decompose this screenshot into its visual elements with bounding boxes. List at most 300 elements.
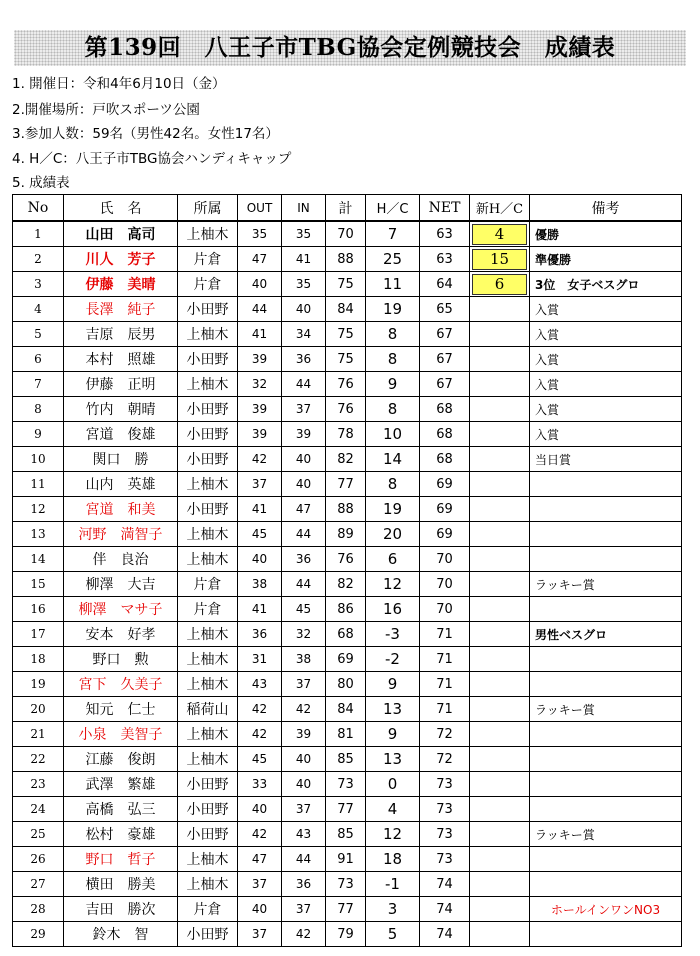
cell-in: 34 [282,322,326,347]
cell-in: 42 [282,697,326,722]
table-row [13,297,682,322]
cell-in: 44 [282,522,326,547]
cell-note [530,547,682,572]
cell-no: 16 [13,597,64,622]
table-row [13,422,682,447]
cell-name: 松村 豪雄 [64,822,178,847]
header-no: No [13,195,64,222]
cell-in: 40 [282,297,326,322]
table-row [13,647,682,672]
cell-in: 37 [282,397,326,422]
cell-new-hc [470,572,530,597]
cell-total: 91 [326,847,366,872]
cell-total: 76 [326,372,366,397]
cell-note [530,747,682,772]
cell-club: 片倉 [178,247,238,272]
cell-club: 小田野 [178,822,238,847]
cell-net: 72 [420,747,470,772]
header-note: 備考 [530,195,682,222]
cell-hc: 20 [366,522,420,547]
cell-total: 73 [326,872,366,897]
cell-hc: 16 [366,597,420,622]
cell-club: 小田野 [178,297,238,322]
cell-in: 37 [282,797,326,822]
cell-note: ホールインワンNO3 [530,897,682,922]
cell-name: 武澤 繁雄 [64,772,178,797]
cell-net: 69 [420,497,470,522]
info-date: 1. 開催日：令和4年6月10日（金） [12,76,226,92]
cell-net: 70 [420,547,470,572]
new-handicap-badge: 6 [472,274,527,295]
header-total: 計 [326,195,366,222]
cell-name: 山田 高司 [64,221,178,247]
cell-net: 70 [420,597,470,622]
cell-total: 73 [326,772,366,797]
header-club: 所属 [178,195,238,222]
cell-name: 河野 満智子 [64,522,178,547]
cell-name: 伊藤 美晴 [64,272,178,297]
cell-out: 44 [238,297,282,322]
cell-club: 片倉 [178,897,238,922]
cell-in: 45 [282,597,326,622]
cell-no: 9 [13,422,64,447]
cell-net: 69 [420,522,470,547]
cell-note [530,472,682,497]
table-row [13,622,682,647]
cell-total: 86 [326,597,366,622]
table-row [13,397,682,422]
cell-note: 入賞 [530,372,682,397]
cell-no: 11 [13,472,64,497]
cell-no: 2 [13,247,64,272]
cell-in: 40 [282,772,326,797]
cell-name: 吉原 辰男 [64,322,178,347]
cell-net: 74 [420,872,470,897]
table-row [13,572,682,597]
cell-out: 47 [238,247,282,272]
table-row [13,547,682,572]
cell-total: 88 [326,247,366,272]
cell-net: 63 [420,221,470,247]
results-table [12,194,682,947]
cell-club: 上柚木 [178,647,238,672]
page-title: 第139回 八王子市TBG協会定例競技会 成績表 [84,34,616,61]
cell-club: 上柚木 [178,547,238,572]
cell-total: 85 [326,822,366,847]
cell-note [530,922,682,947]
cell-in: 40 [282,472,326,497]
cell-name: 宮道 俊雄 [64,422,178,447]
cell-in: 35 [282,272,326,297]
cell-name: 柳澤 マサ子 [64,597,178,622]
cell-hc: 9 [366,672,420,697]
cell-note [530,722,682,747]
cell-name: 江藤 俊朗 [64,747,178,772]
info-handicap: 4. H／C：八王子市TBG協会ハンディキャップ [12,151,292,167]
cell-total: 85 [326,747,366,772]
cell-name: 吉田 勝次 [64,897,178,922]
cell-no: 19 [13,672,64,697]
cell-net: 68 [420,447,470,472]
cell-note: 入賞 [530,397,682,422]
table-row [13,847,682,872]
cell-out: 42 [238,697,282,722]
cell-new-hc [470,897,530,922]
cell-name: 高橋 弘三 [64,797,178,822]
cell-net: 73 [420,822,470,847]
cell-out: 39 [238,397,282,422]
cell-in: 32 [282,622,326,647]
cell-out: 47 [238,847,282,872]
cell-out: 45 [238,747,282,772]
cell-no: 15 [13,572,64,597]
header-net: NET [420,195,470,222]
cell-out: 40 [238,272,282,297]
cell-new-hc [470,722,530,747]
header-new-hc: 新H／C [470,195,530,222]
cell-name: 伊藤 正明 [64,372,178,397]
cell-no: 27 [13,872,64,897]
cell-out: 32 [238,372,282,397]
cell-name: 安本 好孝 [64,622,178,647]
table-row [13,797,682,822]
cell-net: 68 [420,397,470,422]
cell-new-hc [470,672,530,697]
cell-no: 7 [13,372,64,397]
cell-note [530,847,682,872]
cell-hc: 19 [366,497,420,522]
cell-new-hc [470,547,530,572]
cell-hc: 0 [366,772,420,797]
cell-club: 上柚木 [178,747,238,772]
cell-hc: 8 [366,397,420,422]
cell-net: 73 [420,797,470,822]
cell-hc: 7 [366,221,420,247]
cell-net: 71 [420,672,470,697]
cell-hc: 13 [366,697,420,722]
cell-total: 76 [326,547,366,572]
cell-hc: -3 [366,622,420,647]
cell-hc: 12 [366,572,420,597]
cell-name: 関口 勝 [64,447,178,472]
cell-name: 川人 芳子 [64,247,178,272]
cell-net: 67 [420,372,470,397]
cell-club: 上柚木 [178,847,238,872]
cell-in: 43 [282,822,326,847]
cell-in: 40 [282,747,326,772]
cell-new-hc [470,347,530,372]
cell-net: 70 [420,572,470,597]
cell-total: 88 [326,497,366,522]
cell-out: 38 [238,572,282,597]
table-row [13,372,682,397]
cell-name: 宮道 和美 [64,497,178,522]
cell-new-hc [470,397,530,422]
cell-note [530,872,682,897]
cell-no: 21 [13,722,64,747]
cell-no: 24 [13,797,64,822]
cell-total: 70 [326,221,366,247]
table-row [13,247,682,272]
table-row [13,722,682,747]
cell-club: 片倉 [178,572,238,597]
cell-note [530,497,682,522]
cell-out: 42 [238,822,282,847]
cell-total: 76 [326,397,366,422]
cell-club: 上柚木 [178,322,238,347]
cell-total: 68 [326,622,366,647]
cell-out: 42 [238,722,282,747]
header-in: IN [282,195,326,222]
cell-note [530,522,682,547]
cell-in: 44 [282,372,326,397]
cell-name: 小泉 美智子 [64,722,178,747]
cell-name: 知元 仁士 [64,697,178,722]
cell-net: 67 [420,347,470,372]
cell-in: 39 [282,422,326,447]
cell-name: 山内 英雄 [64,472,178,497]
table-row [13,872,682,897]
cell-note: 準優勝 [530,247,682,272]
cell-no: 6 [13,347,64,372]
table-row [13,322,682,347]
cell-hc: 18 [366,847,420,872]
table-row [13,497,682,522]
cell-club: 片倉 [178,272,238,297]
table-row [13,922,682,947]
cell-name: 野口 勲 [64,647,178,672]
cell-new-hc [470,297,530,322]
cell-hc: 11 [366,272,420,297]
cell-note: 入賞 [530,322,682,347]
cell-hc: 9 [366,372,420,397]
cell-net: 72 [420,722,470,747]
cell-in: 44 [282,847,326,872]
cell-new-hc [470,272,530,297]
cell-new-hc [470,472,530,497]
cell-in: 36 [282,872,326,897]
cell-hc: 12 [366,822,420,847]
cell-club: 小田野 [178,497,238,522]
cell-net: 71 [420,622,470,647]
cell-total: 75 [326,272,366,297]
cell-note: ラッキー賞 [530,697,682,722]
cell-club: 上柚木 [178,372,238,397]
cell-in: 39 [282,722,326,747]
table-row [13,747,682,772]
cell-out: 42 [238,447,282,472]
cell-no: 18 [13,647,64,672]
cell-note: 入賞 [530,422,682,447]
cell-new-hc [470,772,530,797]
cell-no: 1 [13,221,64,247]
cell-out: 40 [238,797,282,822]
cell-net: 65 [420,297,470,322]
cell-name: 宮下 久美子 [64,672,178,697]
cell-out: 37 [238,922,282,947]
cell-net: 67 [420,322,470,347]
cell-club: 上柚木 [178,622,238,647]
cell-total: 75 [326,347,366,372]
cell-note: 入賞 [530,297,682,322]
cell-club: 上柚木 [178,221,238,247]
cell-hc: 5 [366,922,420,947]
cell-hc: 3 [366,897,420,922]
cell-note [530,672,682,697]
cell-new-hc [470,647,530,672]
cell-in: 35 [282,221,326,247]
cell-new-hc [470,847,530,872]
cell-out: 41 [238,597,282,622]
cell-net: 63 [420,247,470,272]
cell-club: 小田野 [178,772,238,797]
cell-hc: 8 [366,322,420,347]
table-row [13,772,682,797]
cell-no: 29 [13,922,64,947]
cell-club: 小田野 [178,347,238,372]
cell-name: 本村 照雄 [64,347,178,372]
cell-name: 伴 良治 [64,547,178,572]
cell-in: 47 [282,497,326,522]
cell-new-hc [470,622,530,647]
cell-new-hc [470,797,530,822]
cell-total: 77 [326,897,366,922]
cell-total: 78 [326,422,366,447]
cell-new-hc [470,872,530,897]
cell-no: 25 [13,822,64,847]
cell-out: 40 [238,897,282,922]
cell-out: 31 [238,647,282,672]
cell-out: 33 [238,772,282,797]
cell-club: 小田野 [178,447,238,472]
results-body [13,221,682,947]
cell-net: 71 [420,697,470,722]
cell-club: 上柚木 [178,522,238,547]
cell-total: 82 [326,447,366,472]
table-row [13,447,682,472]
cell-in: 37 [282,897,326,922]
cell-name: 横田 勝美 [64,872,178,897]
cell-out: 45 [238,522,282,547]
cell-no: 4 [13,297,64,322]
cell-note [530,647,682,672]
cell-net: 73 [420,772,470,797]
cell-total: 69 [326,647,366,672]
cell-no: 3 [13,272,64,297]
table-row [13,347,682,372]
new-handicap-badge: 4 [472,224,527,245]
cell-no: 28 [13,897,64,922]
cell-hc: 14 [366,447,420,472]
cell-note [530,772,682,797]
cell-net: 71 [420,647,470,672]
cell-new-hc [470,247,530,272]
cell-new-hc [470,447,530,472]
cell-total: 79 [326,922,366,947]
table-row [13,597,682,622]
cell-out: 37 [238,872,282,897]
header-out: OUT [238,195,282,222]
table-row [13,272,682,297]
table-row [13,672,682,697]
cell-new-hc [470,221,530,247]
cell-no: 8 [13,397,64,422]
cell-note: 優勝 [530,221,682,247]
cell-hc: 25 [366,247,420,272]
cell-out: 43 [238,672,282,697]
cell-out: 41 [238,497,282,522]
cell-hc: 8 [366,472,420,497]
cell-club: 片倉 [178,597,238,622]
cell-net: 74 [420,897,470,922]
cell-total: 77 [326,472,366,497]
info-venue: 2.開催場所：戸吹スポーツ公園 [12,102,200,118]
cell-in: 36 [282,547,326,572]
cell-no: 14 [13,547,64,572]
cell-note: ラッキー賞 [530,822,682,847]
header-hc: H／C [366,195,420,222]
cell-in: 37 [282,672,326,697]
cell-no: 26 [13,847,64,872]
cell-hc: 19 [366,297,420,322]
cell-out: 37 [238,472,282,497]
cell-new-hc [470,822,530,847]
cell-total: 81 [326,722,366,747]
cell-total: 84 [326,297,366,322]
cell-club: 上柚木 [178,872,238,897]
cell-net: 69 [420,472,470,497]
cell-new-hc [470,422,530,447]
cell-hc: 8 [366,347,420,372]
cell-note: ラッキー賞 [530,572,682,597]
cell-total: 77 [326,797,366,822]
cell-new-hc [470,372,530,397]
cell-club: 上柚木 [178,472,238,497]
table-row [13,522,682,547]
cell-total: 75 [326,322,366,347]
cell-out: 39 [238,422,282,447]
cell-note: 入賞 [530,347,682,372]
cell-total: 82 [326,572,366,597]
cell-club: 上柚木 [178,722,238,747]
table-row [13,697,682,722]
cell-new-hc [470,522,530,547]
cell-club: 小田野 [178,422,238,447]
cell-out: 41 [238,322,282,347]
cell-no: 5 [13,322,64,347]
new-handicap-badge: 15 [472,249,527,270]
cell-no: 13 [13,522,64,547]
cell-club: 小田野 [178,797,238,822]
cell-hc: -2 [366,647,420,672]
table-row [13,472,682,497]
cell-name: 柳澤 大吉 [64,572,178,597]
cell-note [530,797,682,822]
cell-in: 38 [282,647,326,672]
cell-note: 3位 女子ベスグロ [530,272,682,297]
cell-hc: -1 [366,872,420,897]
cell-hc: 10 [366,422,420,447]
cell-net: 64 [420,272,470,297]
cell-club: 小田野 [178,922,238,947]
cell-out: 39 [238,347,282,372]
cell-total: 80 [326,672,366,697]
cell-club: 稲荷山 [178,697,238,722]
cell-new-hc [470,697,530,722]
cell-hc: 13 [366,747,420,772]
cell-net: 68 [420,422,470,447]
cell-club: 小田野 [178,397,238,422]
